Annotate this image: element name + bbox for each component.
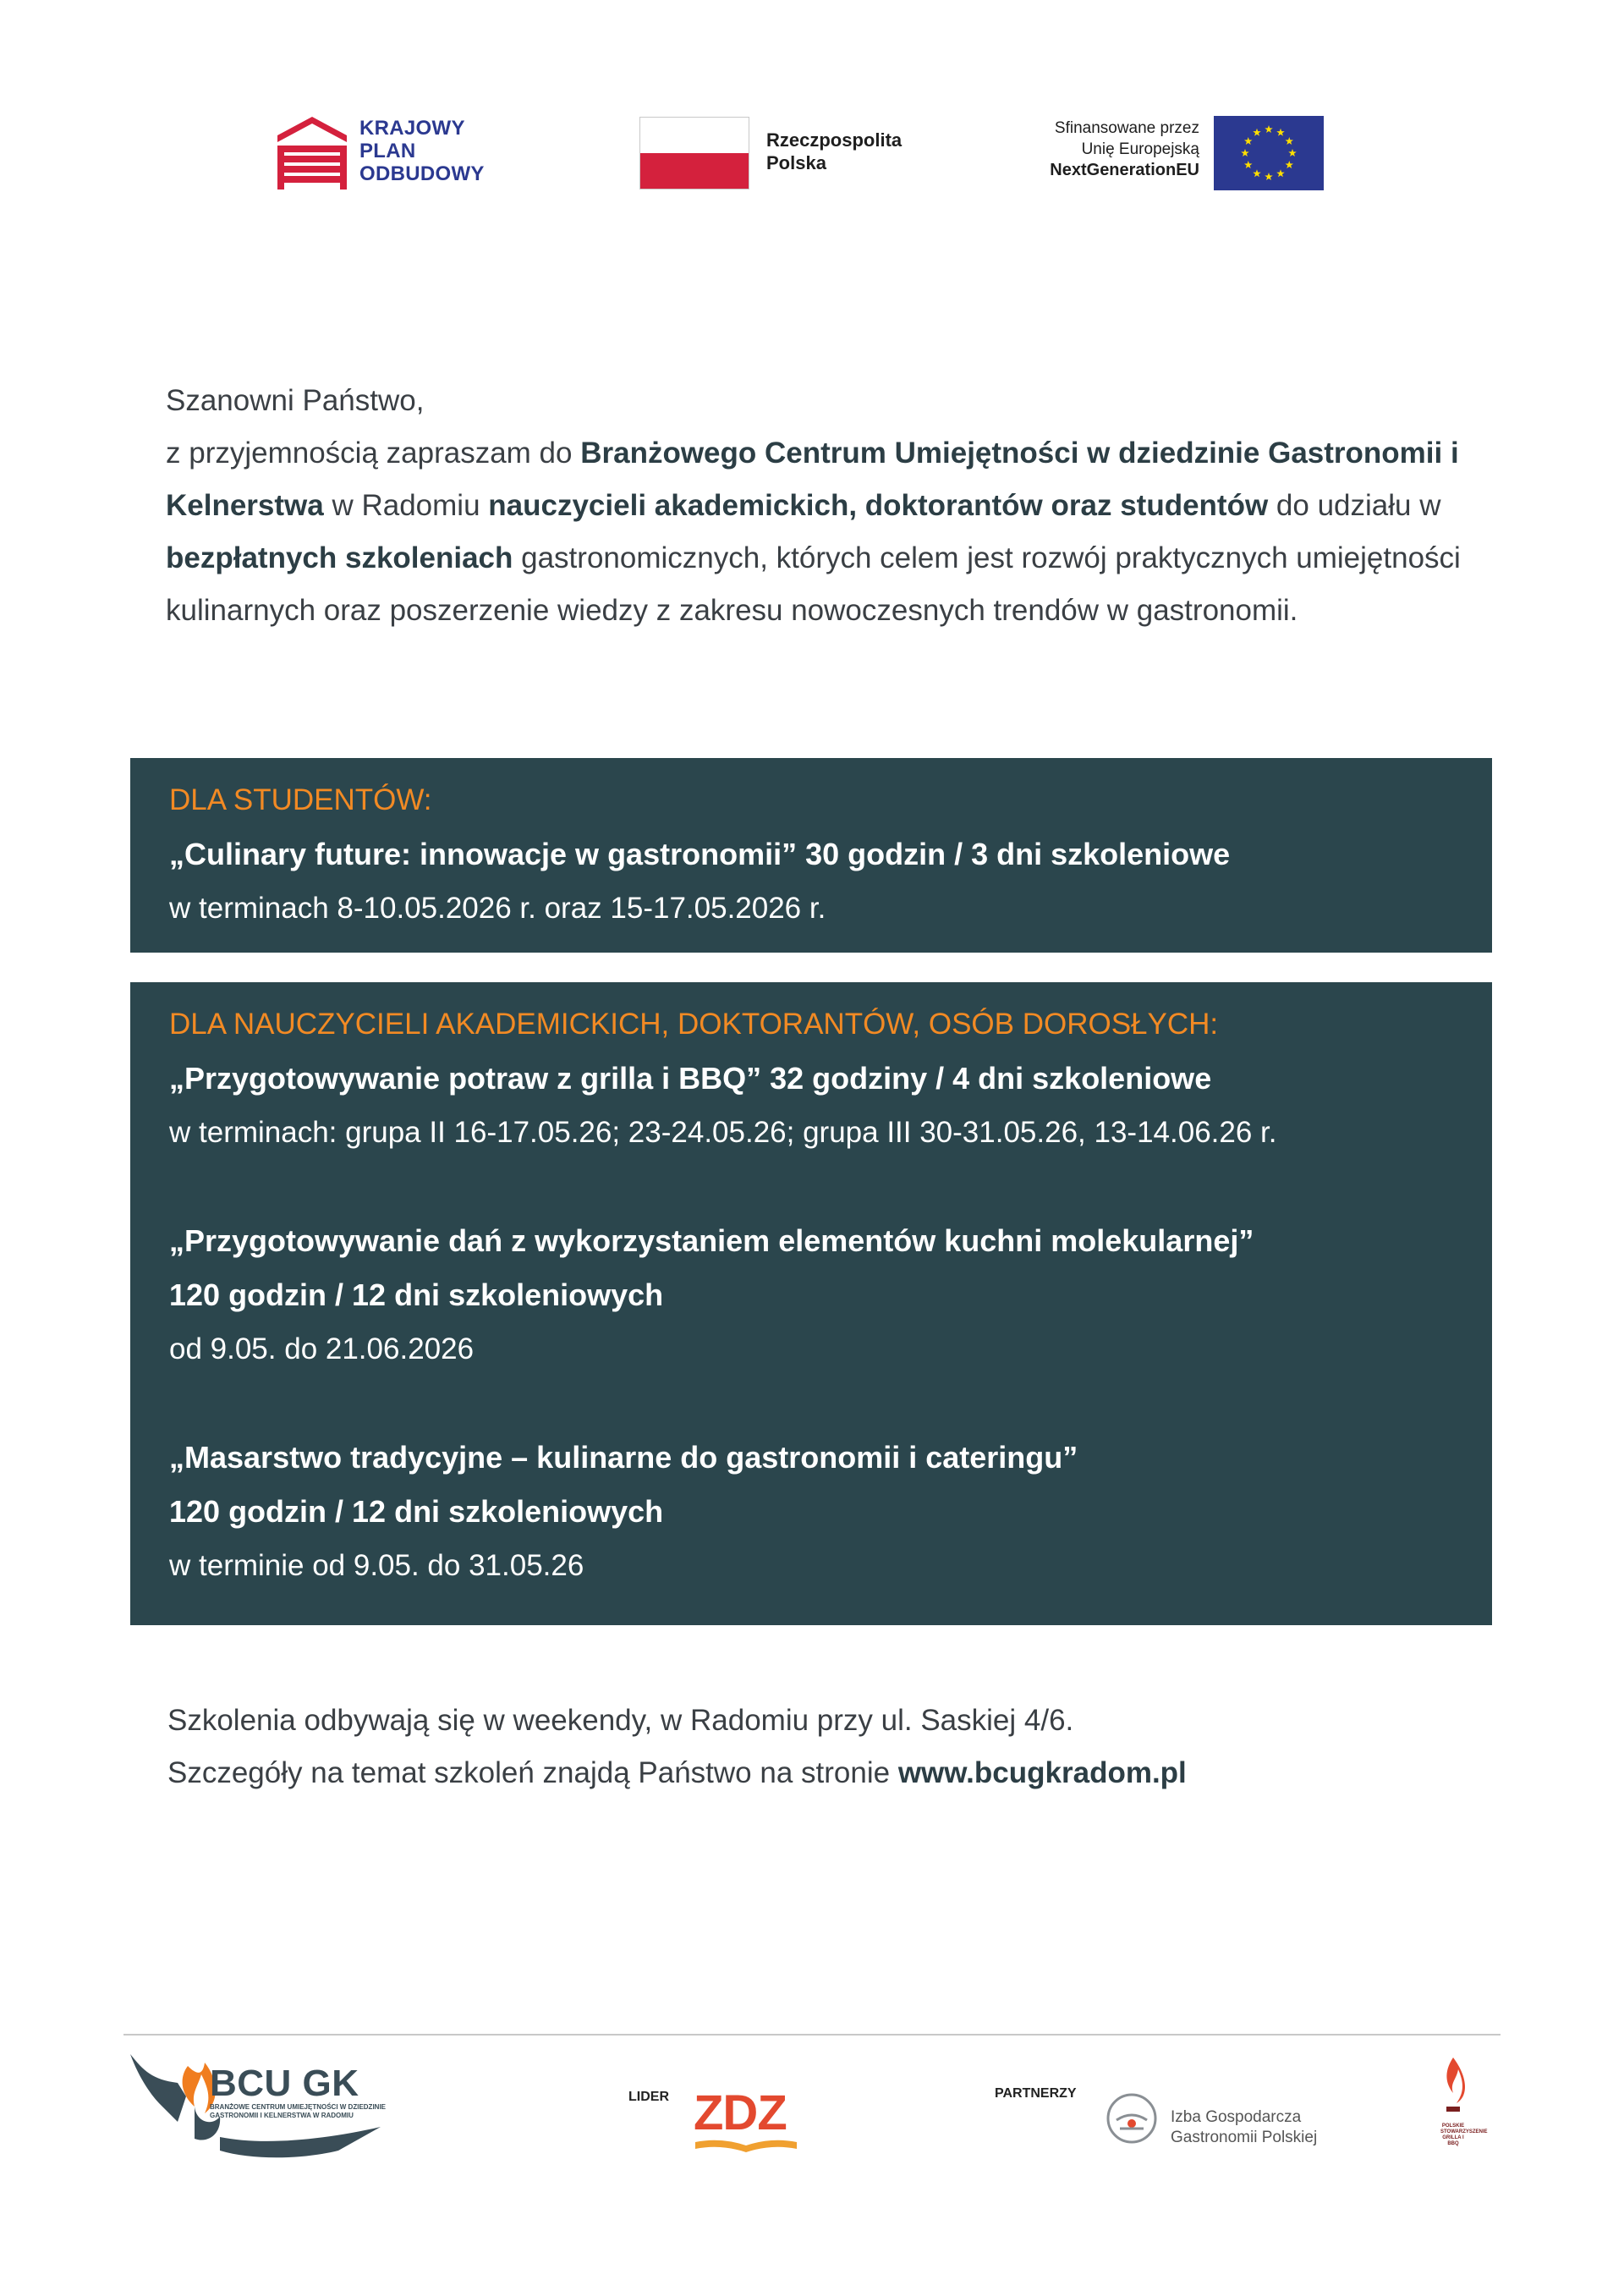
book-icon — [694, 2139, 798, 2156]
rp-line-1: Rzeczpospolita — [766, 129, 903, 151]
eu-funding-text — [981, 118, 1199, 181]
rp-line-2: Polska — [766, 152, 826, 173]
footer-divider — [123, 2034, 1501, 2036]
kpo-emblem-icon — [277, 117, 347, 190]
intro-text — [166, 375, 1485, 637]
greeting: Szanowni Państwo, — [166, 384, 425, 417]
partnerzy-label: PARTNERZY — [995, 2086, 1077, 2101]
eu-line-2: Unię Europejską — [1081, 140, 1199, 158]
course-molecular-title: „Przygotowywanie dań z wykorzystaniem elementów kuchni molekularnej” — [169, 1223, 1254, 1258]
course-molecular-dates: od 9.05. do 21.06.2026 — [169, 1332, 475, 1365]
intro-p1: z przyjemnością zapraszam do — [166, 437, 581, 470]
intro-bold-free-training: bezpłatnych szkoleniach — [166, 541, 513, 574]
footer-details-text: Szczegóły na temat szkoleń znajdą Państwo na stronie — [167, 1756, 898, 1789]
course-molecular-hours: 120 godzin / 12 dni szkoleniowych — [169, 1277, 664, 1312]
course-grill-dates: w terminach: grupa II 16-17.05.26; 23-24.05.26; grupa III 30-31.05.26, 13-14.06.26 r. — [169, 1116, 1277, 1149]
intro-paragraph — [166, 427, 1485, 637]
kpo-line-3: ODBUDOWY — [359, 162, 485, 185]
kpo-line-1: KRAJOWY — [359, 117, 465, 140]
footer-info — [167, 1695, 1187, 1799]
adults-heading: DLA NAUCZYCIELI AKADEMICKICH, DOKTORANTÓW, OSÓB DOROSŁYCH: — [169, 1008, 1219, 1041]
lider-label: LIDER — [628, 2090, 669, 2104]
zdz-logo: ZDZ — [694, 2085, 787, 2140]
grill-flame-icon — [1438, 2056, 1468, 2126]
intro-p3: do udziału w — [1268, 489, 1441, 522]
eu-line-3: NextGenerationEU — [1050, 161, 1199, 179]
intro-p2: w Radomiu — [323, 489, 489, 522]
grill-association-text: POLSKIE STOWARZYSZENIE GRILLA I BBQ — [1440, 2123, 1488, 2146]
adults-box — [130, 982, 1492, 1625]
izba-line-1: Izba Gospodarcza — [1171, 2108, 1302, 2126]
izba-emblem-icon — [1105, 2091, 1159, 2150]
eu-flag-icon — [1214, 116, 1324, 195]
footer-details — [167, 1747, 1187, 1799]
students-course-dates: w terminach 8-10.05.2026 r. oraz 15-17.05.2026 r. — [169, 892, 826, 925]
kpo-logo — [277, 117, 347, 194]
eu-line-1: Sfinansowane przez — [1054, 119, 1199, 137]
intro-p4: gastronomicznych, których celem jest rozwój praktycznych umiejętności kulinarnych oraz poszerzenie wiedzy z zakresu nowoczesnych trendów w gastronomii. — [166, 541, 1461, 627]
polish-flag-icon — [639, 117, 749, 190]
izba-text — [1171, 2107, 1317, 2148]
website-link[interactable]: www.bcugkradom.pl — [897, 1756, 1187, 1789]
izba-line-2: Gastronomii Polskiej — [1171, 2129, 1318, 2146]
kpo-line-2: PLAN — [359, 140, 416, 162]
bcu-title: BCU GK — [210, 2063, 359, 2104]
intro-bold-audience: nauczycieli akademickich, doktorantów oraz studentów — [488, 489, 1269, 522]
course-butchery-title: „Masarstwo tradycyjne – kulinarne do gastronomii i cateringu” — [169, 1440, 1078, 1475]
bcu-subtitle: BRANŻOWE CENTRUM UMIEJĘTNOŚCI W DZIEDZINIE GASTRONOMII I KELNERSTWA W RADOMIU — [210, 2103, 386, 2119]
course-grill-title: „Przygotowywanie potraw z grilla i BBQ” 32 godziny / 4 dni szkoleniowe — [169, 1061, 1212, 1096]
course-butchery-dates: w terminie od 9.05. do 31.05.26 — [169, 1549, 584, 1582]
course-butchery-hours: 120 godzin / 12 dni szkoleniowych — [169, 1494, 664, 1529]
students-box — [130, 758, 1492, 953]
students-heading: DLA STUDENTÓW: — [169, 783, 432, 816]
footer-location: Szkolenia odbywają się w weekendy, w Radomiu przy ul. Saskiej 4/6. — [167, 1704, 1074, 1737]
kpo-logo-text — [359, 117, 485, 185]
intro-bold-centre: Branżowego Centrum Umiejętności w dziedzinie Gastronomii i Kelnerstwa — [166, 437, 1459, 522]
rp-logo-text — [766, 129, 902, 174]
students-course-title: „Culinary future: innowacje w gastronomii” 30 godzin / 3 dni szkoleniowe — [169, 837, 1231, 871]
